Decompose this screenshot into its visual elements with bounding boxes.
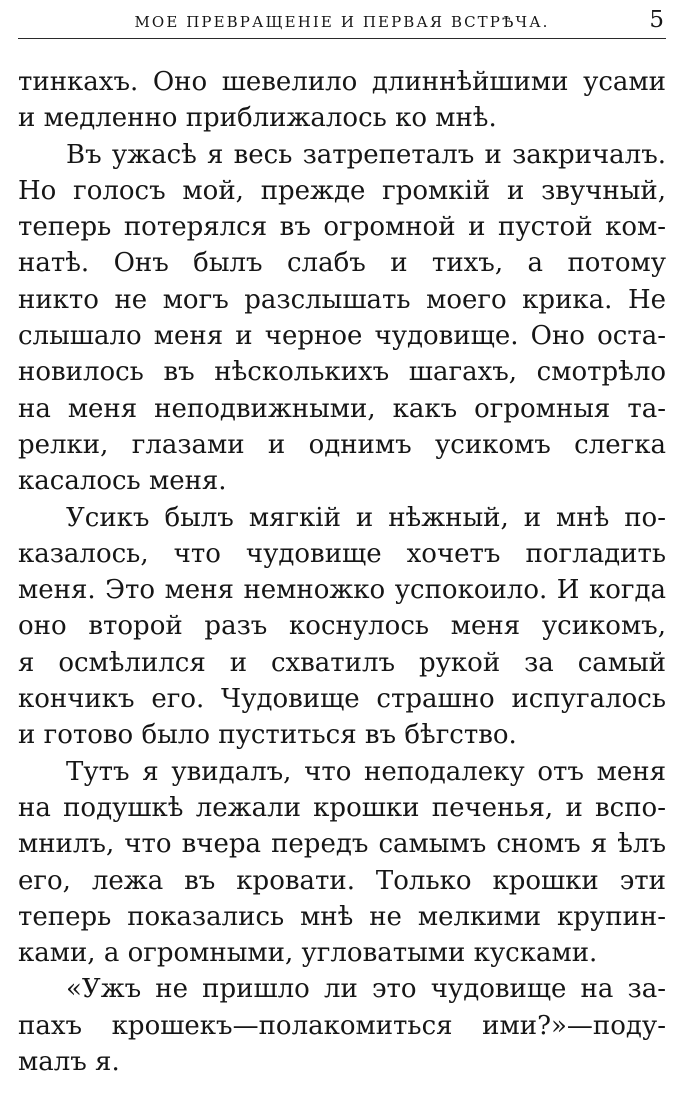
text-line: релки, глазами и однимъ усикомъ слегка: [18, 429, 666, 460]
paragraph-first-line: «Ужъ не пришло ли это чудовище на за-: [66, 974, 666, 1005]
text-line: мнилъ, что вчера передъ самымъ сномъ я ѣлъ: [18, 829, 666, 860]
text-line: ками, а огромными, угловатыми кусками.: [18, 938, 598, 969]
running-head: [18, 6, 666, 36]
text-line: меня. Это меня немножко успокоило. И когда: [18, 575, 666, 606]
text-line: я осмѣлился и схватилъ рукой за самый: [18, 647, 666, 678]
text-line: новилось въ нѣсколькихъ шагахъ, смотрѣло: [18, 357, 666, 388]
page-number: 5: [649, 7, 664, 33]
running-title: МОЕ ПРЕВРАЩЕНІЕ И ПЕРВАЯ ВСТРѢЧА.: [134, 13, 550, 31]
text-line: касалось меня.: [18, 466, 227, 497]
paragraph-first-line: Тутъ я увидалъ, что неподалеку отъ меня: [66, 756, 666, 787]
text-line: его, лежа въ кровати. Только крошки эти: [18, 865, 666, 896]
text-line: тинкахъ. Оно шевелило длиннѣйшими усами: [18, 67, 666, 97]
text-line: казалось, что чудовище хочетъ погладить: [18, 538, 666, 569]
text-line: натѣ. Онъ былъ слабъ и тихъ, а потому: [18, 248, 666, 279]
text-line: теперь потерялся въ огромной и пустой ком-: [18, 212, 666, 243]
text-line: слышало меня и черное чудовище. Оно оста-: [18, 321, 666, 352]
text-line: и медленно приближалось ко мнѣ.: [18, 103, 497, 134]
text-line: на подушкѣ лежали крошки печенья, и вспо-: [18, 792, 666, 823]
body-text: [18, 64, 666, 1080]
text-line: кончикъ его. Чудовище страшно испугалось: [18, 684, 666, 715]
text-line: никто не могъ разслышать моего крика. Не: [18, 284, 666, 315]
paragraph-first-line: Въ ужасѣ я весь затрепеталъ и закричалъ.: [66, 139, 666, 170]
text-line: и готово было пуститься въ бѣгство.: [18, 720, 517, 751]
text-line: на меня неподвижными, какъ огромныя та-: [18, 393, 666, 424]
text-line: пахъ крошекъ—полакомиться ими?»—поду-: [18, 1010, 666, 1041]
text-line: малъ я.: [18, 1047, 120, 1078]
paragraph-first-line: Усикъ былъ мягкій и нѣжный, и мнѣ по-: [66, 502, 666, 533]
text-line: оно второй разъ коснулось меня усикомъ,: [18, 611, 666, 642]
header-rule: [18, 38, 666, 39]
text-line: Но голосъ мой, прежде громкій и звучный,: [18, 175, 666, 206]
text-line: теперь показались мнѣ не мелкими крупин-: [18, 901, 666, 932]
